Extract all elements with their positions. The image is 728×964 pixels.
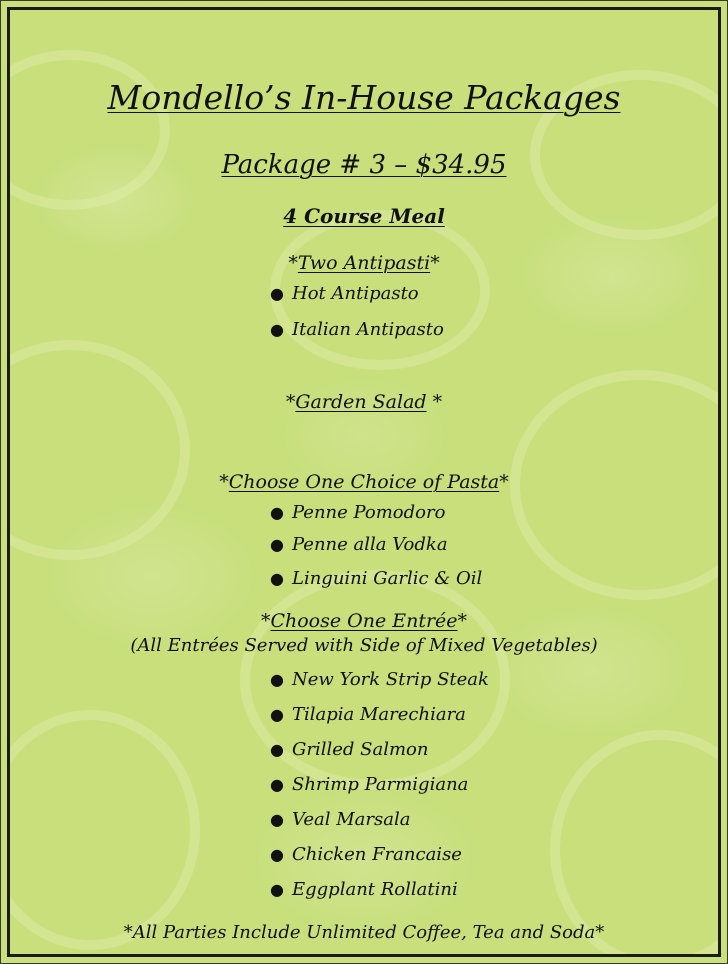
bullet-icon: ● — [270, 670, 284, 689]
bullet-icon: ● — [270, 740, 284, 759]
entree-note: (All Entrées Served with Side of Mixed Vegetables) — [130, 635, 598, 656]
list-item: ● Linguini Garlic & Oil — [270, 568, 483, 589]
bullet-icon: ● — [270, 569, 284, 588]
bullet-icon: ● — [270, 880, 284, 899]
bullet-icon: ● — [270, 845, 284, 864]
list-item: ● Penne Pomodoro — [270, 502, 446, 523]
bullet-icon: ● — [270, 535, 284, 554]
list-item: ● Italian Antipasto — [270, 319, 444, 340]
list-item: ● Hot Antipasto — [270, 283, 419, 304]
list-item: ● Eggplant Rollatini — [270, 879, 458, 900]
bullet-icon: ● — [270, 503, 284, 522]
bullet-icon: ● — [270, 810, 284, 829]
pasta-heading: *Choose One Choice of Pasta* — [219, 471, 509, 493]
list-item: ● Penne alla Vodka — [270, 534, 448, 555]
list-item: ● Veal Marsala — [270, 809, 411, 830]
footer-note: *All Parties Include Unlimited Coffee, Tea and Soda* — [123, 922, 605, 943]
list-item: ● New York Strip Steak — [270, 669, 489, 690]
bullet-icon: ● — [270, 775, 284, 794]
bullet-icon: ● — [270, 284, 284, 303]
list-item: ● Shrimp Parmigiana — [270, 774, 469, 795]
antipasti-heading: *Two Antipasti* — [288, 252, 440, 274]
menu-border — [7, 7, 721, 957]
course-count: 4 Course Meal — [283, 204, 445, 228]
list-item: ● Tilapia Marechiara — [270, 704, 466, 725]
list-item: ● Chicken Francaise — [270, 844, 462, 865]
menu-content — [10, 10, 718, 954]
entree-heading: *Choose One Entrée* — [260, 610, 468, 632]
list-item: ● Grilled Salmon — [270, 739, 429, 760]
package-price: Package # 3 – $34.95 — [221, 150, 507, 180]
salad-heading: *Garden Salad * — [285, 391, 443, 413]
bullet-icon: ● — [270, 320, 284, 339]
bullet-icon: ● — [270, 705, 284, 724]
menu-title: Mondello’s In-House Packages — [107, 78, 621, 117]
